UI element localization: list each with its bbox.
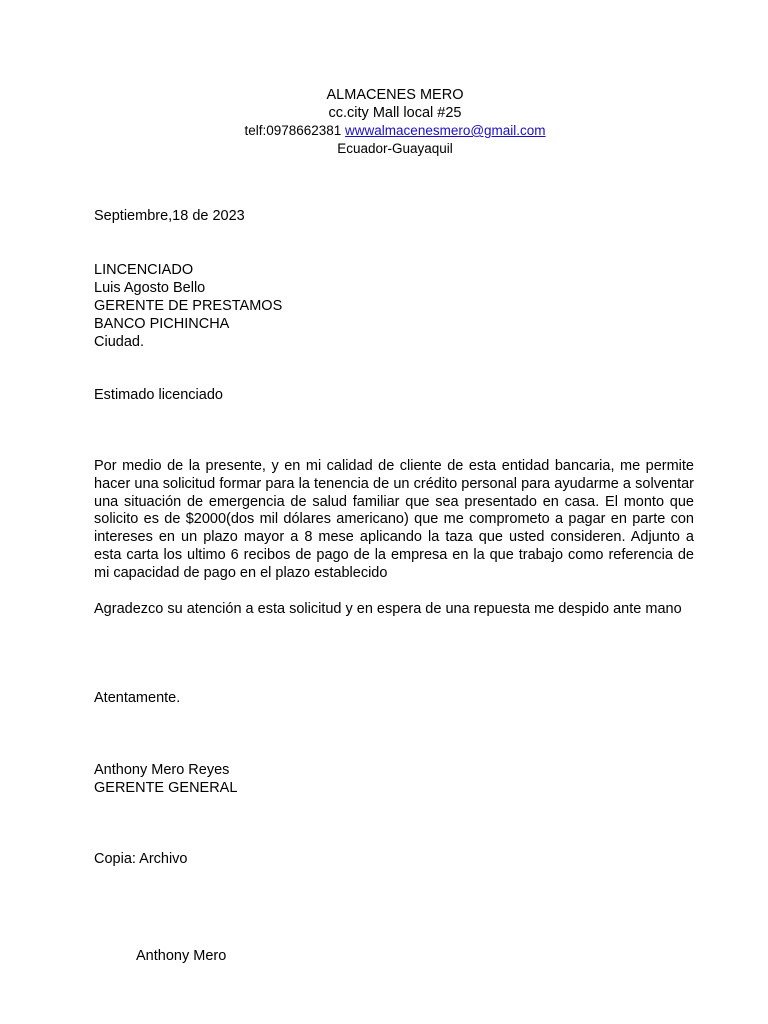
- letterhead: [0, 86, 768, 158]
- recipient-title: LINCENCIADO: [94, 262, 194, 278]
- email-link[interactable]: wwwalmacenesmero@gmail.com: [345, 123, 546, 138]
- recipient-bank: BANCO PICHINCHA: [94, 316, 230, 332]
- body-paragraph-1: Por medio de la presente, y en mi calidad de cliente de esta entidad bancaria, me permite hacer una solicitud formar para la tenencia de un crédito personal para ayudarme a solventar una situación de emergencia de salud familiar que sea presentado en casa. El monto que solicito es de $2000(dos mil dólares americano) que me comprometo a pagar en parte con intereses en un plazo mayor a 8 mese aplicando la taza que usted consideren. Adjunto a esta carta los ultimo 6 recibos de pago de la empresa en la que trabajo como referencia de mi capacidad de pago en el plazo establecido: [94, 458, 694, 581]
- signer-role: GERENTE GENERAL: [94, 780, 238, 796]
- company-name: ALMACENES MERO: [326, 87, 464, 103]
- phone-number: telf:0978662381: [244, 123, 342, 138]
- signer-block: [94, 761, 694, 797]
- recipient-name: Luis Agosto Bello: [94, 280, 206, 296]
- signer-name: Anthony Mero Reyes: [94, 762, 230, 778]
- closing: Atentamente.: [94, 690, 181, 706]
- body-paragraph-2: Agradezco su atención a esta solicitud y en espera de una repuesta me despido ante mano: [94, 601, 682, 617]
- recipient-position: GERENTE DE PRESTAMOS: [94, 298, 283, 314]
- salutation: Estimado licenciado: [94, 387, 223, 403]
- company-address: cc.city Mall local #25: [328, 105, 462, 121]
- recipient-city: Ciudad.: [94, 334, 144, 350]
- letter-date: Septiembre,18 de 2023: [94, 208, 245, 224]
- signature: Anthony Mero: [136, 948, 227, 964]
- contact-line: [0, 122, 768, 140]
- copy-note: Copia: Archivo: [94, 851, 188, 867]
- recipient-block: [94, 261, 694, 351]
- company-location: Ecuador-Guayaquil: [337, 141, 453, 156]
